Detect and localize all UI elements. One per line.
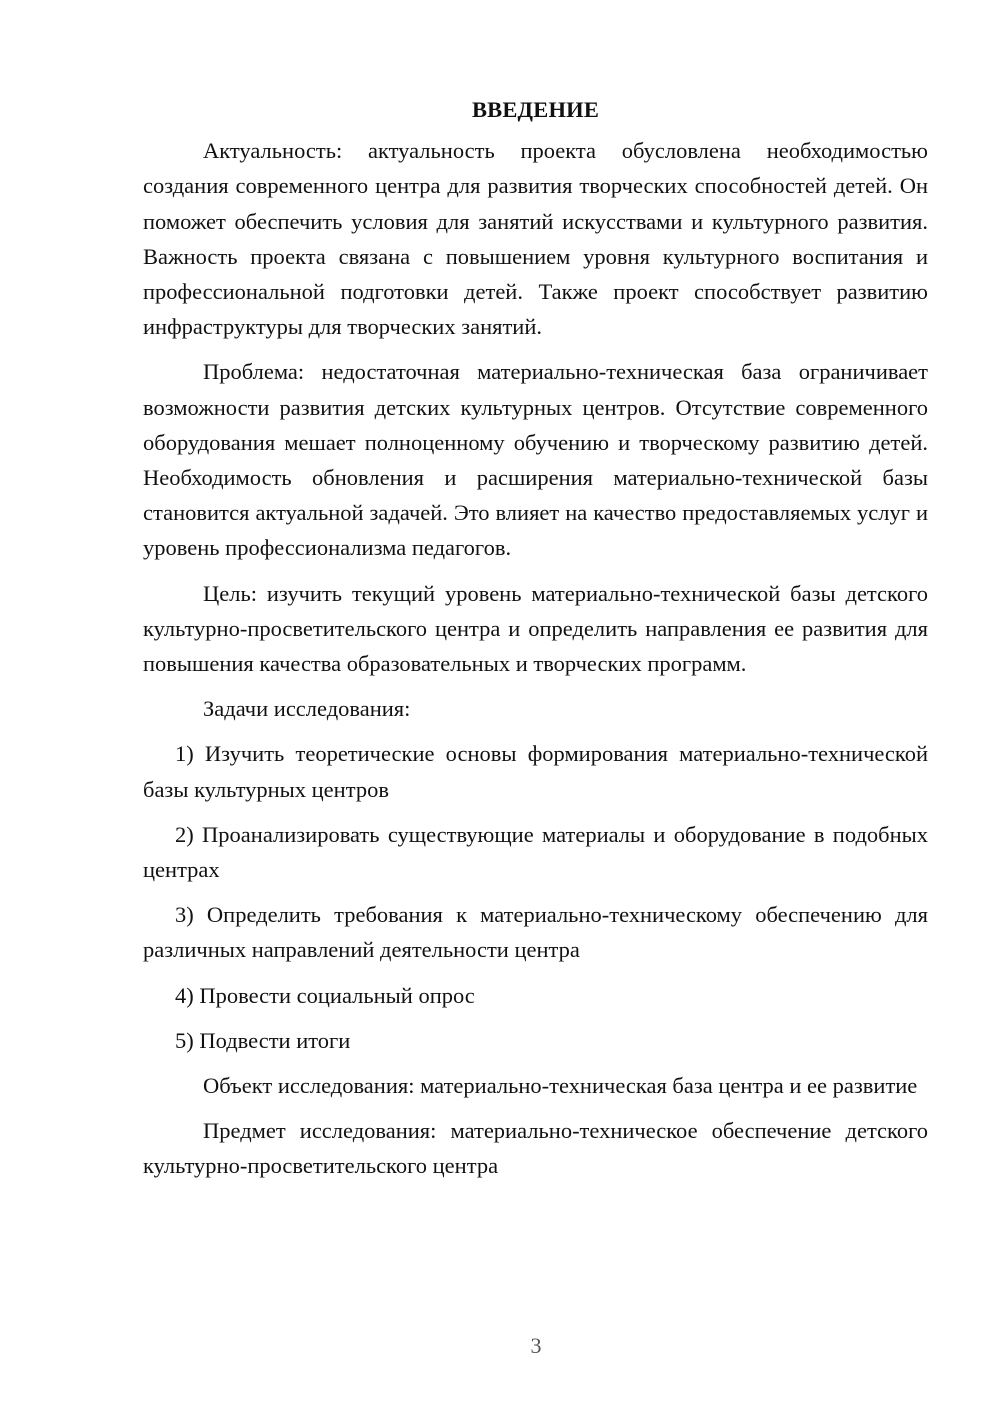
task-item-3: 3) Определить требования к материально-техническому обеспечению для различных направлений деятельности центра <box>143 902 928 963</box>
task-item-2: 2) Проанализировать существующие материалы и оборудование в подобных центрах <box>143 821 928 883</box>
goal-paragraph: Цель: изучить текущий уровень материально-технической базы детского культурно-просветительского центра и определить направления ее развития для повышения качества образовательных и творческих программ. <box>143 580 928 677</box>
subject-paragraph: Предмет исследования: материально-техническое обеспечение детского культурно-просветительского центра <box>143 1118 928 1179</box>
relevance-paragraph: Актуальность: актуальность проекта обусловлена необходимостью создания современного центра для развития творческих способностей детей. Он поможет обеспечить условия для занятий искусствами и культурного развития. Важность проекта связана с повышением уровня культурного воспитания и профессиональной подготовки детей. Также проект способствует развитию инфраструктуры для творческих занятий. <box>143 138 928 340</box>
problem-paragraph: Проблема: недостаточная материально-техническая база ограничивает возможности развития детских культурных центров. Отсутствие современного оборудования мешает полноценному обучению и творческому развитию детей. Необходимость обновления и расширения материально-технической базы становится актуальной задачей. Это влияет на качество предоставляемых услуг и уровень профессионализма педагогов. <box>143 359 928 561</box>
page-number: 3 <box>530 1333 542 1358</box>
page-title: ВВЕДЕНИЕ <box>471 97 600 122</box>
task-item-1: 1) Изучить теоретические основы формирования материально-технической базы культурных центров <box>143 741 928 802</box>
document-page <box>143 92 928 1194</box>
task-item-4: 4) Провести социальный опрос <box>175 982 475 1008</box>
task-item-5: 5) Подвести итоги <box>175 1027 351 1053</box>
tasks-heading: Задачи исследования: <box>203 696 411 722</box>
object-paragraph: Объект исследования: материально-техническая база центра и ее развитие <box>203 1073 918 1099</box>
